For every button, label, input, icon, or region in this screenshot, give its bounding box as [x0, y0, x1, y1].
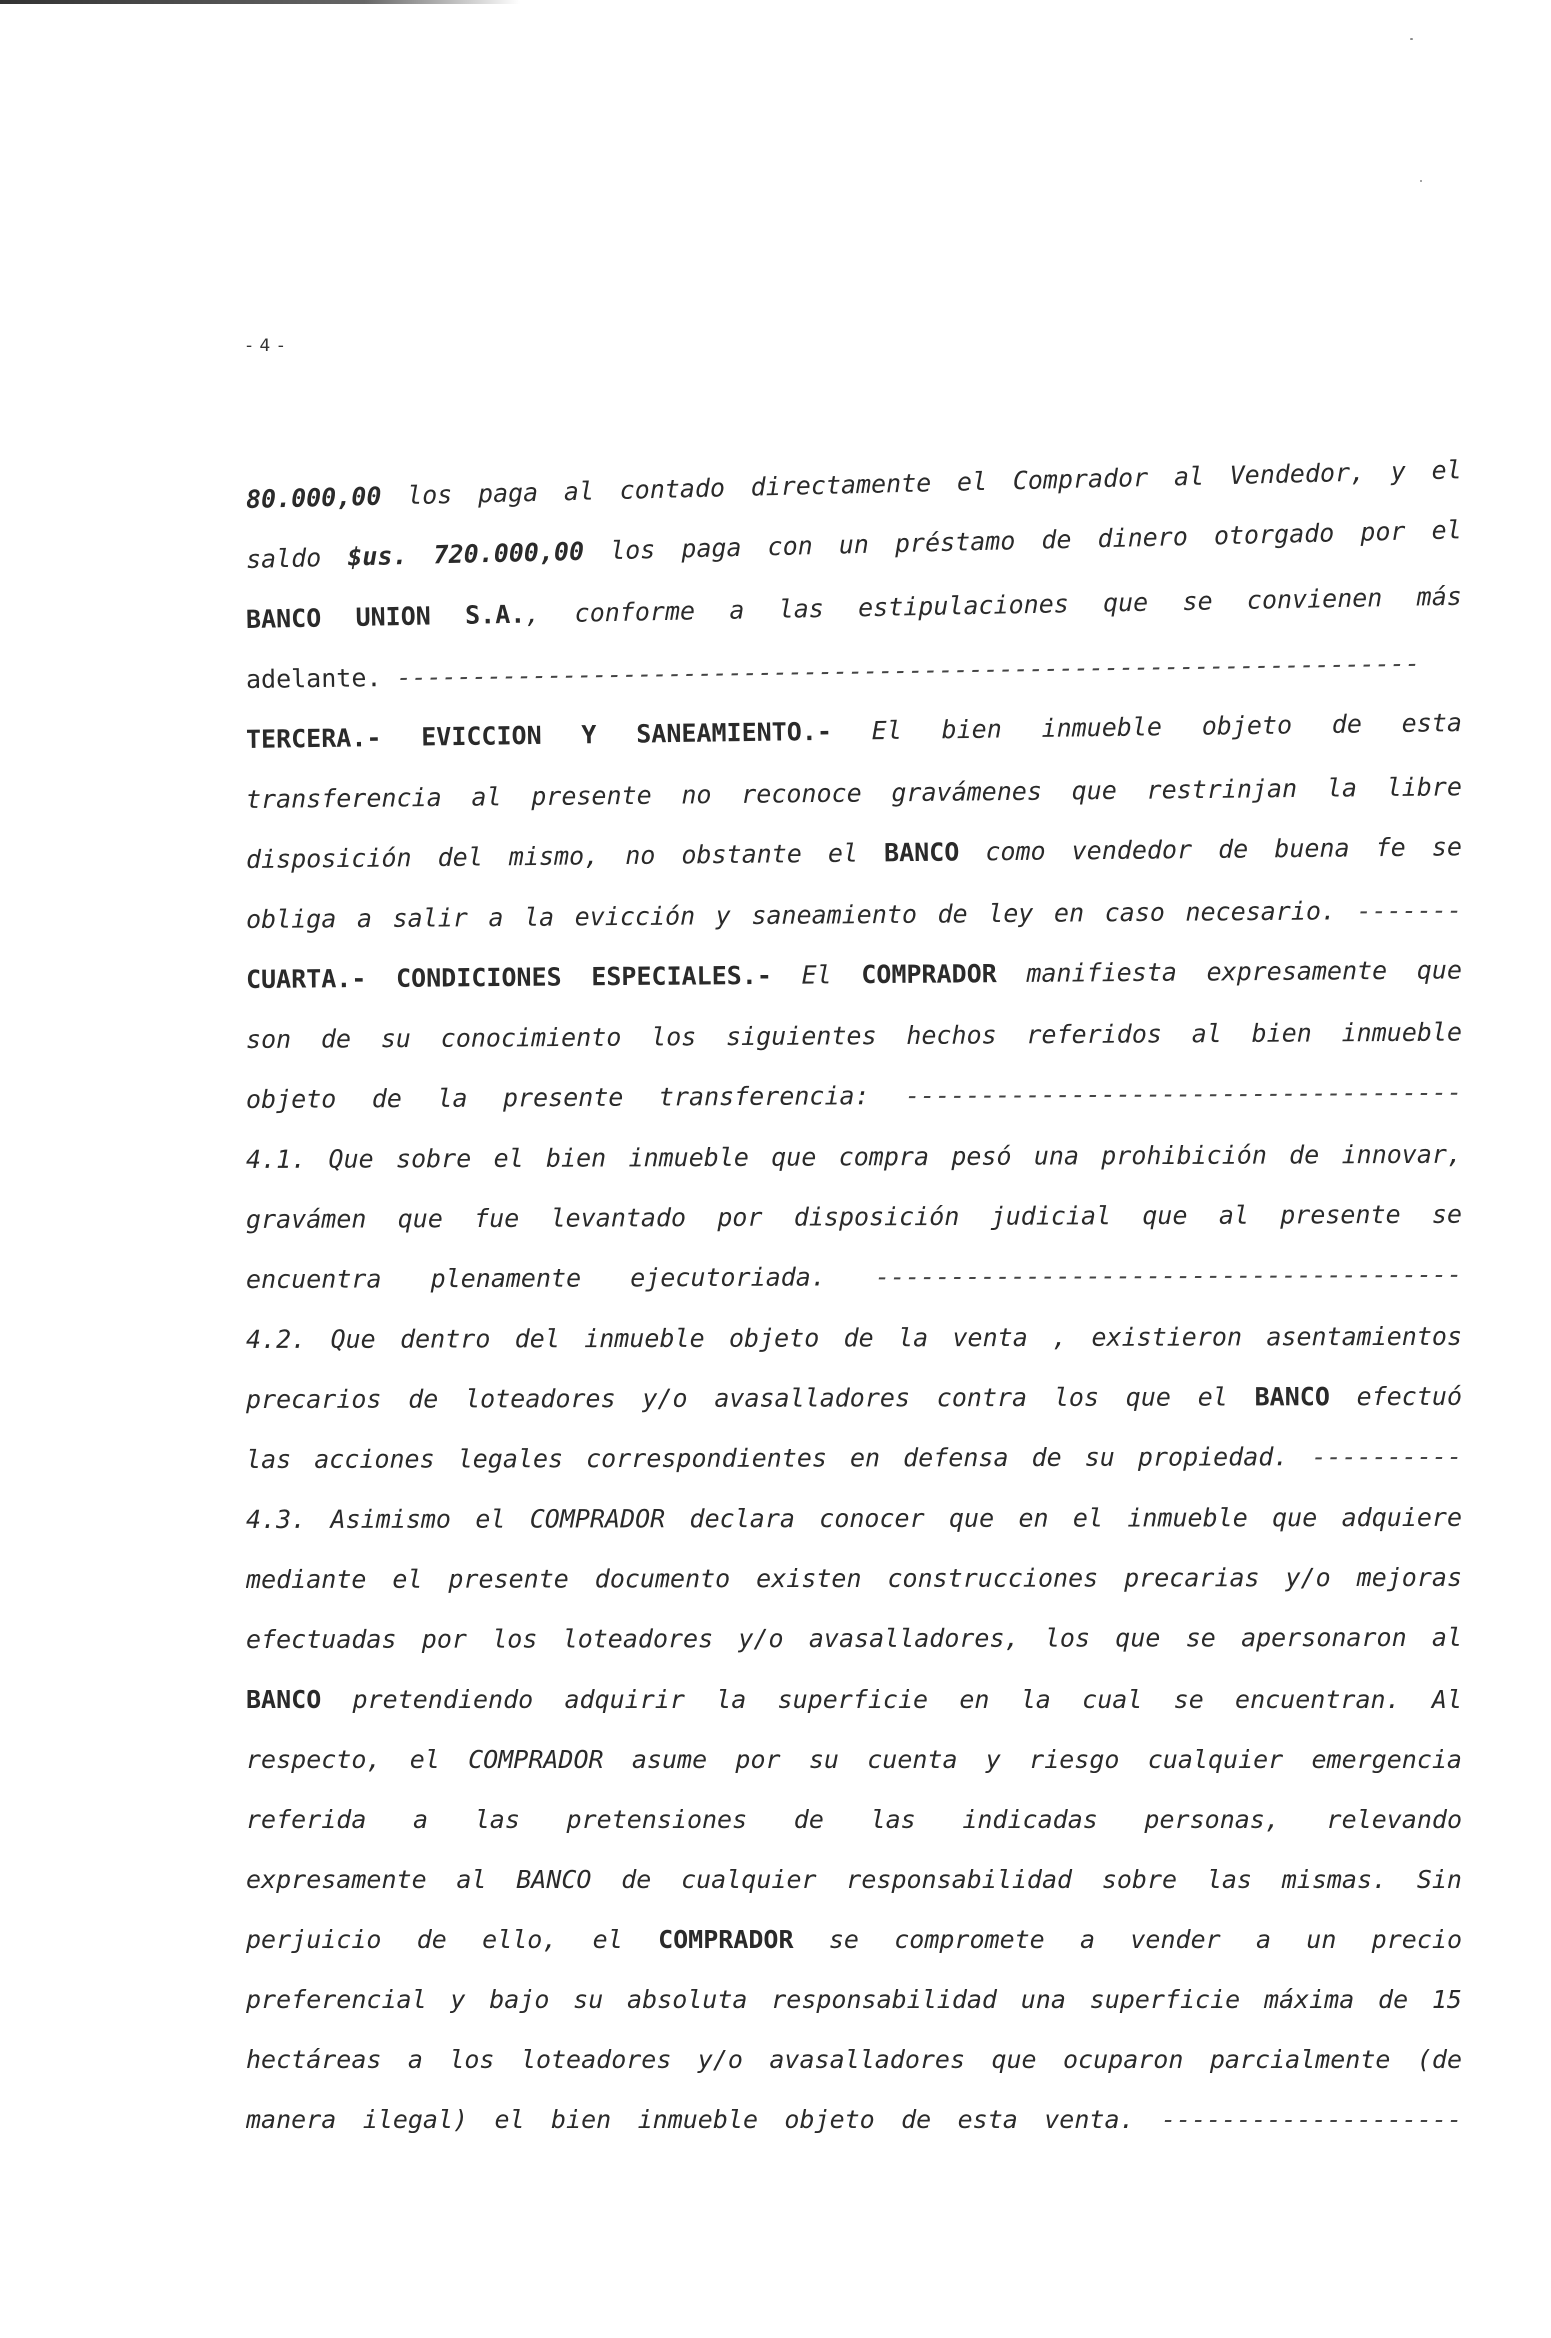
- bold-term: BANCO: [246, 1685, 322, 1714]
- text-line: [246, 1608, 1462, 1670]
- text-run: El bien inmueble objeto de esta: [831, 708, 1463, 746]
- dash-filler: ----------: [1311, 1441, 1463, 1472]
- text-run: [407, 540, 434, 570]
- text-line: [246, 1970, 1462, 2030]
- text-run: mediante el presente documento existen construcciones precarias y/o mejoras: [245, 1562, 1463, 1594]
- text-run: encuentra plenamente ejecutoriada.: [245, 1262, 876, 1294]
- text-run: obliga a salir a la evicción y saneamiento de ley en caso necesario.: [245, 896, 1357, 934]
- text-line: [246, 1245, 1462, 1310]
- text-run: manera ilegal) el bien inmueble objeto de esta venta.: [246, 2105, 1161, 2134]
- text-run: los paga al contado directamente el Comprador al Vendedor, y el: [381, 455, 1462, 511]
- text-line: [246, 1730, 1462, 1790]
- bold-term: CUARTA.- CONDICIONES ESPECIALES.-: [245, 960, 772, 994]
- text-run: , conforme a las estipulaciones que se convienen más: [524, 581, 1463, 629]
- text-line: [246, 1063, 1462, 1130]
- text-line: [246, 940, 1462, 1010]
- text-run: objeto de la presente transferencia:: [245, 1080, 906, 1114]
- dash-filler: --------------------------------------------------------------------: [396, 648, 1421, 692]
- text-line: [246, 1670, 1462, 1730]
- bold-term: COMPRADOR: [861, 959, 997, 990]
- dash-filler: ---------------------------------------: [874, 1259, 1463, 1292]
- text-line: [246, 1910, 1462, 1970]
- bold-term: TERCERA.- EVICCION Y SANEAMIENTO.-: [245, 716, 833, 754]
- text-line: [246, 1850, 1462, 1910]
- text-line: [246, 1548, 1462, 1610]
- dash-filler: -------: [1356, 895, 1463, 926]
- text-run: transferencia al presente no reconoce gravámenes que restrinjan la libre: [245, 772, 1463, 814]
- text-run: gravámen que fue levantado por disposición judicial que al presente se: [245, 1199, 1463, 1234]
- text-line: [246, 1367, 1462, 1430]
- text-line: [246, 1427, 1462, 1490]
- bold-term: BANCO UNION S.A.: [245, 599, 526, 634]
- page-number: - 4 -: [246, 336, 285, 356]
- text-run: efectuadas por los loteadores y/o avasalladores, los que se apersonaron al: [245, 1622, 1463, 1654]
- document-body: [245, 455, 1463, 2150]
- bold-term: 720.000,00: [433, 536, 585, 570]
- dash-filler: -------------------------------------: [904, 1077, 1463, 1110]
- text-line: [246, 2090, 1462, 2150]
- dash-filler: --------------------: [1160, 2105, 1462, 2134]
- text-run: las acciones legales correspondientes en defensa de su propiedad.: [245, 1442, 1312, 1474]
- text-run: se compromete a vender a un precio: [793, 1925, 1462, 1954]
- text-run: respecto, el COMPRADOR asume por su cuenta y riesgo cualquier emergencia: [246, 1745, 1462, 1774]
- text-line: [246, 2030, 1462, 2090]
- text-run: El: [771, 960, 862, 990]
- text-line: [246, 1488, 1462, 1550]
- text-run: hectáreas a los loteadores y/o avasalladores que ocuparon parcialmente (de: [246, 2045, 1462, 2074]
- text-line: [246, 880, 1462, 950]
- text-run: precarios de loteadores y/o avasalladores contra los que el: [245, 1382, 1255, 1414]
- text-run: 4.3. Asimismo el COMPRADOR declara conocer que en el inmueble que adquiere: [245, 1502, 1463, 1534]
- text-run: preferencial y bajo su absoluta responsabilidad una superficie máxima de 15: [246, 1985, 1462, 2014]
- text-run: saldo: [245, 542, 348, 574]
- bold-term: $us.: [346, 541, 408, 572]
- scan-top-edge: [0, 0, 520, 4]
- scan-speck: [1410, 38, 1413, 40]
- text-run: pretendiendo adquirir la superficie en la cual se encuentran. Al: [321, 1685, 1462, 1714]
- text-line: [246, 817, 1463, 890]
- text-run: expresamente al BANCO de cualquier responsabilidad sobre las mismas. Sin: [246, 1865, 1462, 1894]
- text-line: [246, 1307, 1462, 1370]
- text-run: adelante.: [245, 662, 397, 694]
- text-run: manifiesta expresamente que: [996, 955, 1463, 989]
- bold-term: COMPRADOR: [658, 1925, 794, 1954]
- text-run: son de su conocimiento los siguientes hechos referidos al bien inmueble: [245, 1017, 1463, 1054]
- text-run: perjuicio de ello, el: [246, 1925, 659, 1954]
- text-line: [246, 1125, 1462, 1190]
- text-line: [246, 1003, 1462, 1070]
- bold-term: BANCO: [1254, 1382, 1330, 1412]
- text-run: los paga con un préstamo de dinero otorgado por el: [583, 515, 1462, 566]
- text-run: disposición del mismo, no obstante el: [245, 838, 885, 874]
- text-line: [246, 1185, 1462, 1250]
- bold-term: BANCO: [883, 837, 960, 868]
- text-run: referida a las pretensiones de las indicadas personas, relevando: [246, 1805, 1462, 1834]
- bold-term: 80.000,00: [245, 481, 382, 514]
- text-line: [246, 1790, 1462, 1850]
- text-run: 4.2. Que dentro del inmueble objeto de la venta , existieron asentamientos: [245, 1321, 1463, 1354]
- text-run: como vendedor de buena fe se: [959, 832, 1463, 867]
- text-run: efectuó: [1329, 1381, 1463, 1412]
- text-run: 4.1. Que sobre el bien inmueble que compra pesó una prohibición de innovar,: [245, 1139, 1463, 1174]
- scan-speck: [1420, 180, 1422, 182]
